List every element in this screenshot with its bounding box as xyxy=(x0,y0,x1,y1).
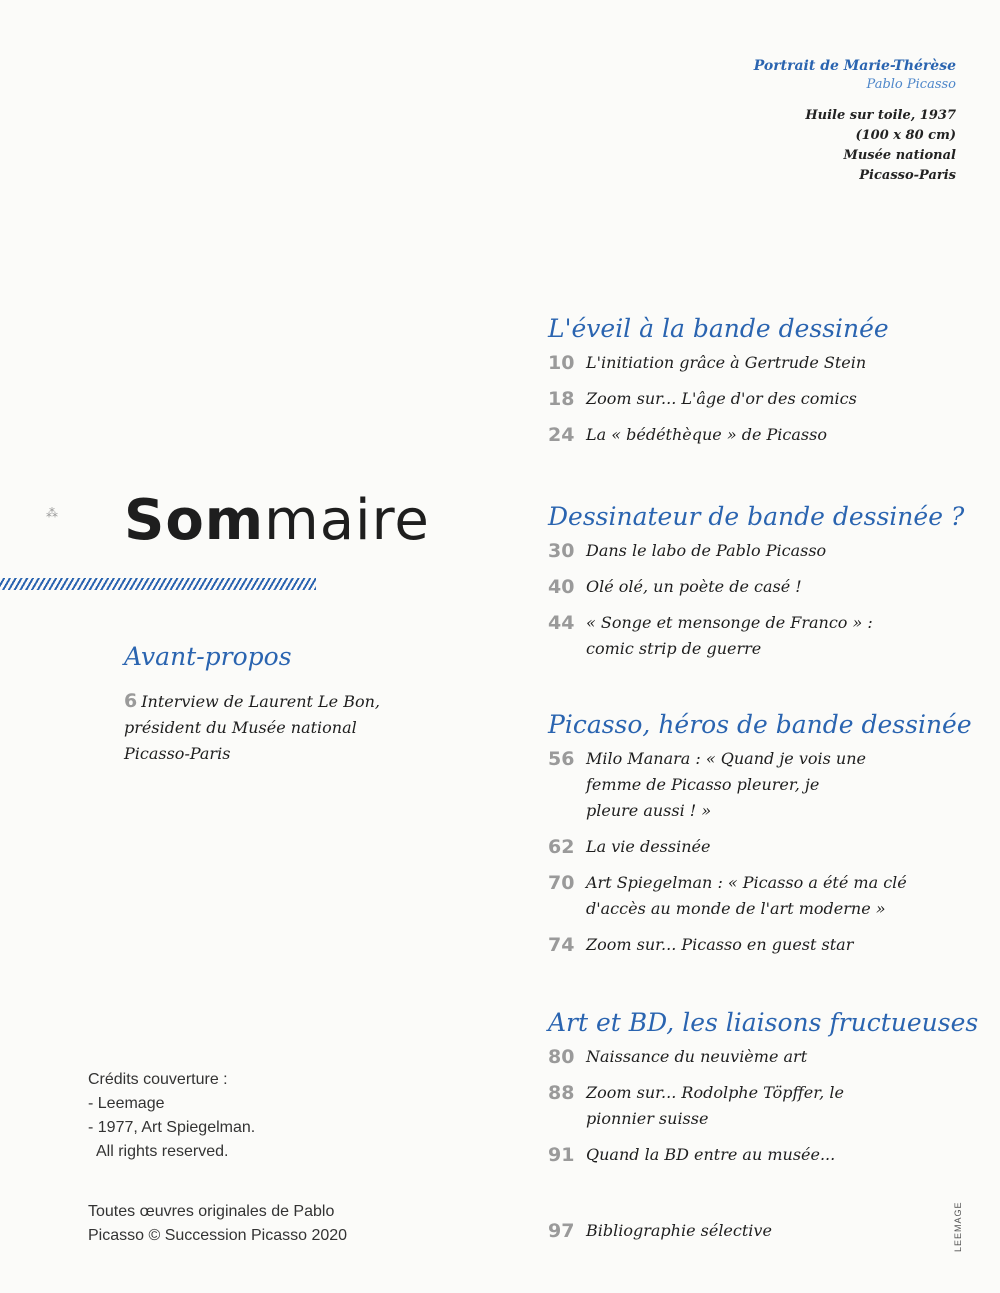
page-number: 44 xyxy=(548,612,575,634)
toc-entry[interactable] xyxy=(548,610,968,662)
entry-title: Dans le labo de Pablo Picasso xyxy=(586,541,827,560)
page-number: 80 xyxy=(548,1046,575,1068)
entry-title: Bibliographie sélective xyxy=(586,1221,772,1240)
page-number: 18 xyxy=(548,388,575,410)
entry-title: L'initiation grâce à Gertrude Stein xyxy=(586,353,867,372)
entry-title: Zoom sur... L'âge d'or des comics xyxy=(586,389,857,408)
page-number: 74 xyxy=(548,934,575,956)
page-number: 40 xyxy=(548,576,575,598)
entry-title: Naissance du neuvième art xyxy=(586,1047,808,1066)
caption-line: Huile sur toile, 1937 xyxy=(805,108,956,123)
caption-line: (100 x 80 cm) xyxy=(855,128,956,143)
page-number: 10 xyxy=(548,352,575,374)
decorative-mark-icon: ⁂ xyxy=(46,506,58,520)
credits-line: - 1977, Art Spiegelman. xyxy=(88,1119,256,1136)
entry-title: La « bédéthèque » de Picasso xyxy=(586,425,827,444)
entry-title: Zoom sur... Rodolphe Töpffer, le pionnier suisse xyxy=(586,1083,844,1128)
caption-title: Portrait de Marie-Thérèse xyxy=(753,58,956,74)
page-number: 97 xyxy=(548,1220,575,1242)
credits-line: All rights reserved. xyxy=(96,1143,229,1160)
toc-entry[interactable] xyxy=(548,932,968,958)
page-number: 62 xyxy=(548,836,575,858)
entry-title: Art Spiegelman : « Picasso a été ma clé d'accès au monde de l'art moderne » xyxy=(586,873,907,918)
page-number: 30 xyxy=(548,540,575,562)
toc-entry[interactable] xyxy=(548,1044,968,1070)
cover-credits xyxy=(88,1068,255,1164)
credits-line: - Leemage xyxy=(88,1095,165,1112)
entry-title: Olé olé, un poète de casé ! xyxy=(586,577,802,596)
section-heading: L'éveil à la bande dessinée xyxy=(548,314,889,343)
photo-credit xyxy=(953,1200,967,1260)
toc-section xyxy=(548,1006,979,1178)
toc-entry[interactable] xyxy=(548,746,968,824)
caption-line: Picasso-Paris xyxy=(859,168,956,183)
title-bold: Som xyxy=(124,488,265,553)
toc-entry[interactable] xyxy=(548,422,968,448)
entry-title: Milo Manara : « Quand je vois une femme de Picasso pleurer, je pleure aussi ! » xyxy=(586,749,866,820)
rights-notice: Toutes œuvres originales de Pablo Picasso © Succession Picasso 2020 xyxy=(88,1203,348,1244)
page-number: 6 xyxy=(124,690,138,712)
entry-title: La vie dessinée xyxy=(586,837,711,856)
toc-entry[interactable] xyxy=(548,350,968,376)
section-heading: Art et BD, les liaisons fructueuses xyxy=(548,1008,979,1037)
toc-section xyxy=(548,312,968,458)
page-number: 56 xyxy=(548,748,575,770)
entry-title: Interview de Laurent Le Bon, président du Musée national Picasso-Paris xyxy=(124,692,380,763)
toc-entry[interactable] xyxy=(548,870,968,922)
toc-entry[interactable] xyxy=(548,1080,968,1132)
entry-title: Zoom sur... Picasso en guest star xyxy=(586,935,854,954)
toc-entry[interactable] xyxy=(548,574,968,600)
page-number: 88 xyxy=(548,1082,575,1104)
artwork-caption xyxy=(754,56,956,186)
caption-line: Musée national xyxy=(843,148,956,163)
page-number: 91 xyxy=(548,1144,575,1166)
section-heading: Picasso, héros de bande dessinée xyxy=(548,710,972,739)
page-title xyxy=(124,488,430,553)
photo-credit-text: LEEMAGE xyxy=(953,1201,963,1252)
toc-entry[interactable] xyxy=(548,1142,968,1168)
page-number: 24 xyxy=(548,424,575,446)
credits-heading: Crédits couverture : xyxy=(88,1071,228,1088)
avant-propos-heading: Avant-propos xyxy=(124,642,292,671)
hatch-divider xyxy=(0,578,316,590)
title-light: maire xyxy=(264,488,430,553)
toc-section xyxy=(548,708,972,968)
caption-artist: Pablo Picasso xyxy=(866,77,956,92)
toc-entry-bibliographie[interactable] xyxy=(548,1218,772,1244)
entry-title: Quand la BD entre au musée... xyxy=(586,1145,836,1164)
page-number: 70 xyxy=(548,872,575,894)
section-heading: Dessinateur de bande dessinée ? xyxy=(548,502,965,531)
toc-entry[interactable] xyxy=(548,538,968,564)
avant-propos-entry[interactable] xyxy=(124,688,384,767)
toc-section xyxy=(548,500,968,672)
toc-entry[interactable] xyxy=(548,386,968,412)
entry-title: « Songe et mensonge de Franco » : comic strip de guerre xyxy=(586,613,873,658)
toc-entry[interactable] xyxy=(548,834,968,860)
